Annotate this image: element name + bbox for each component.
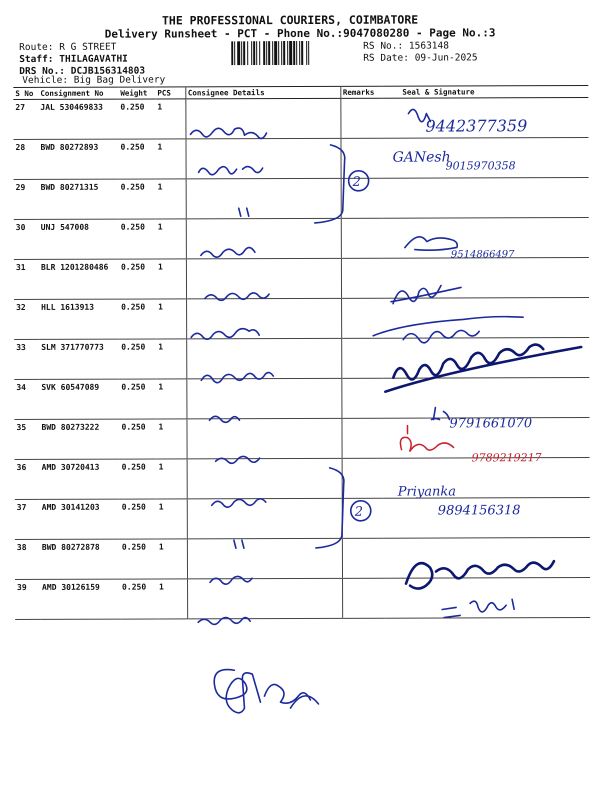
table-row	[14, 417, 589, 459]
barcode-bar	[256, 41, 257, 65]
table-row	[14, 377, 589, 419]
row-pcs: 1	[156, 339, 186, 379]
row-consignment-no: SVK 60547089	[39, 379, 119, 419]
row-sno: 29	[14, 179, 39, 219]
row-remarks	[341, 298, 383, 338]
row-pcs: 1	[155, 139, 185, 179]
sig-phone-28: 9015970358	[445, 159, 516, 173]
barcode-bar	[234, 41, 235, 65]
rs-number: RS No.: 1563148	[363, 40, 449, 52]
row-sno: 31	[14, 259, 39, 299]
table-row	[15, 537, 590, 579]
barcode-bar	[266, 41, 267, 65]
row-seal-signature	[383, 217, 589, 261]
row-seal-signature	[384, 537, 590, 578]
row-sno: 36	[15, 459, 40, 499]
header-pcs: PCS	[155, 87, 185, 99]
row-remarks	[342, 498, 384, 538]
table-row	[14, 217, 589, 259]
header-consignment: Consignment No	[38, 87, 118, 99]
row-pcs: 1	[156, 259, 186, 299]
row-consignment-no: SLM 371770773	[39, 339, 119, 379]
barcode-bar	[274, 41, 277, 65]
row-remarks	[342, 578, 384, 618]
row-consignment-no: AMD 30141203	[40, 499, 120, 539]
bottom-signature	[214, 669, 318, 713]
row-pcs: 1	[157, 539, 187, 579]
row-sno: 34	[14, 379, 39, 419]
runsheet-subtitle: Delivery Runsheet - PCT - Phone No.:9047080280 - Page No.:3	[104, 26, 496, 41]
barcode-bar	[268, 41, 270, 65]
row-weight: 0.250	[119, 379, 156, 419]
row-consignee-details	[186, 338, 341, 379]
row-consignee-details	[186, 418, 341, 459]
table-row	[14, 257, 589, 299]
row-pcs: 1	[156, 379, 186, 419]
sig-priyanka: Priyanka	[397, 484, 456, 500]
row-remarks	[340, 138, 382, 178]
row-consignee-details	[187, 458, 342, 499]
row-seal-signature	[383, 297, 589, 338]
table-row	[15, 577, 590, 619]
table-row	[15, 497, 590, 539]
row-consignment-no: BWD 80273222	[39, 419, 119, 459]
row-sno: 30	[14, 219, 39, 259]
row-consignee-details	[185, 98, 340, 139]
row-weight: 0.250	[119, 419, 156, 459]
table-row	[14, 177, 589, 219]
row-consignee-details	[185, 138, 340, 179]
barcode-bar	[278, 41, 279, 65]
row-consignment-no: BWD 80272893	[38, 139, 118, 179]
barcode-bar	[263, 41, 265, 65]
barcode-bar	[293, 41, 295, 65]
sig-phone-30: 9514866497	[450, 249, 515, 261]
row-remarks	[340, 98, 382, 138]
route-label: Route: R G STREET	[19, 41, 117, 53]
row-consignee-details	[187, 578, 342, 619]
row-consignee-details	[186, 218, 341, 259]
row-weight: 0.250	[120, 539, 157, 579]
barcode-bar	[296, 41, 297, 65]
header-consignee: Consignee Details	[185, 86, 340, 99]
barcode-bar	[289, 41, 292, 65]
table-row	[14, 337, 589, 379]
row-sno: 35	[14, 419, 39, 459]
row-consignee-details	[187, 538, 342, 579]
company-title: THE PROFESSIONAL COURIERS, COIMBATORE	[161, 12, 419, 28]
row-remarks	[341, 418, 383, 458]
barcode-bar	[299, 41, 300, 65]
row-consignment-no: JAL 530469833	[38, 99, 118, 139]
row-weight: 0.250	[118, 99, 155, 139]
row-pcs: 1	[156, 219, 186, 259]
row-weight: 0.250	[119, 179, 156, 219]
row-weight: 0.250	[119, 339, 156, 379]
row-remarks	[341, 178, 383, 218]
row-consignee-details	[186, 378, 341, 419]
sig-phone-36: 9894156318	[437, 503, 521, 519]
row-pcs: 1	[157, 579, 187, 619]
row-consignment-no: HLL 1613913	[39, 299, 119, 339]
row-consignment-no: BWD 80271315	[39, 179, 119, 219]
row-sno: 27	[13, 99, 38, 139]
barcode-bar	[253, 41, 255, 65]
row-sno: 28	[13, 139, 38, 179]
barcode-bar	[243, 41, 245, 65]
runsheet-table	[13, 85, 590, 620]
sig-phone-34: 9791661070	[449, 416, 533, 432]
row-pcs: 1	[156, 299, 186, 339]
barcode-bar	[251, 41, 252, 65]
table-row	[14, 297, 589, 339]
row-seal-signature	[382, 137, 588, 178]
barcode-bar	[287, 41, 288, 65]
row-consignee-details	[187, 498, 342, 539]
row-pcs: 1	[155, 99, 185, 139]
sig-ganesh: GANesh	[392, 149, 451, 166]
barcode-bar	[306, 41, 307, 65]
barcode-bar	[259, 41, 260, 65]
sig-phone-35: 9789219217	[471, 451, 542, 465]
row-sno: 32	[14, 299, 39, 339]
row-pcs: 1	[157, 459, 187, 499]
row-weight: 0.250	[120, 499, 157, 539]
barcode-bar	[237, 41, 240, 65]
rs-date: RS Date: 09-Jun-2025	[363, 52, 478, 64]
row-remarks	[341, 378, 383, 418]
svg-text:2: 2	[352, 174, 361, 190]
row-sno: 38	[15, 539, 40, 579]
row-seal-signature	[384, 497, 590, 538]
row-pcs: 1	[156, 419, 186, 459]
row-seal-signature	[382, 97, 588, 138]
barcode-bar	[281, 41, 282, 65]
row-consignment-no: AMD 30720413	[40, 459, 120, 499]
header-seal-signature: Seal & Signature	[382, 85, 588, 98]
vehicle-label: Vehicle: Big Bag Delivery	[22, 74, 166, 86]
row-seal-signature	[383, 257, 589, 298]
row-remarks	[342, 458, 384, 498]
row-consignee-details	[186, 298, 341, 339]
barcode-bar	[301, 41, 303, 65]
svg-text:2: 2	[354, 504, 364, 520]
row-weight: 0.250	[119, 219, 156, 259]
barcode-bar	[247, 41, 248, 65]
row-remarks	[341, 258, 383, 298]
row-remarks	[342, 538, 384, 578]
row-pcs: 1	[157, 499, 187, 539]
barcode-bar	[272, 41, 273, 65]
row-consignment-no: BLR 1201280486	[39, 259, 119, 299]
row-remarks	[341, 338, 383, 378]
row-seal-signature	[383, 417, 589, 458]
row-pcs: 1	[156, 179, 186, 219]
barcode-bar	[283, 41, 285, 65]
row-weight: 0.250	[119, 299, 156, 339]
drs-number: DRS No.: DCJB156314803	[19, 65, 146, 77]
row-sno: 39	[15, 579, 40, 619]
row-weight: 0.250	[120, 579, 157, 619]
table-row	[13, 97, 588, 139]
row-consignment-no: BWD 80272878	[40, 539, 120, 579]
row-weight: 0.250	[120, 459, 157, 499]
barcode-bar	[231, 41, 233, 65]
row-consignee-details	[186, 258, 341, 299]
header-remarks: Remarks	[340, 86, 382, 98]
sig-phone-27: 9442377359	[425, 116, 528, 136]
barcode-bar	[308, 41, 309, 65]
barcode-bar	[241, 41, 242, 65]
row-seal-signature	[383, 337, 589, 378]
table-row	[15, 457, 590, 499]
row-weight: 0.250	[118, 139, 155, 179]
row-seal-signature	[383, 377, 589, 418]
header-sno: S No	[13, 87, 38, 99]
table-row	[13, 137, 588, 179]
row-consignment-no: AMD 30126159	[40, 579, 120, 619]
row-seal-signature	[383, 177, 589, 218]
row-remarks	[341, 218, 383, 258]
row-consignment-no: UNJ 547008	[39, 219, 119, 259]
staff-label: Staff: THILAGAVATHI	[19, 53, 128, 65]
row-sno: 37	[15, 499, 40, 539]
row-consignee-details	[186, 178, 341, 219]
row-seal-signature	[384, 457, 590, 498]
drs-barcode	[231, 41, 357, 65]
header-weight: Weight	[118, 87, 155, 99]
row-seal-signature	[384, 577, 590, 618]
row-weight: 0.250	[119, 259, 156, 299]
row-sno: 33	[14, 339, 39, 379]
